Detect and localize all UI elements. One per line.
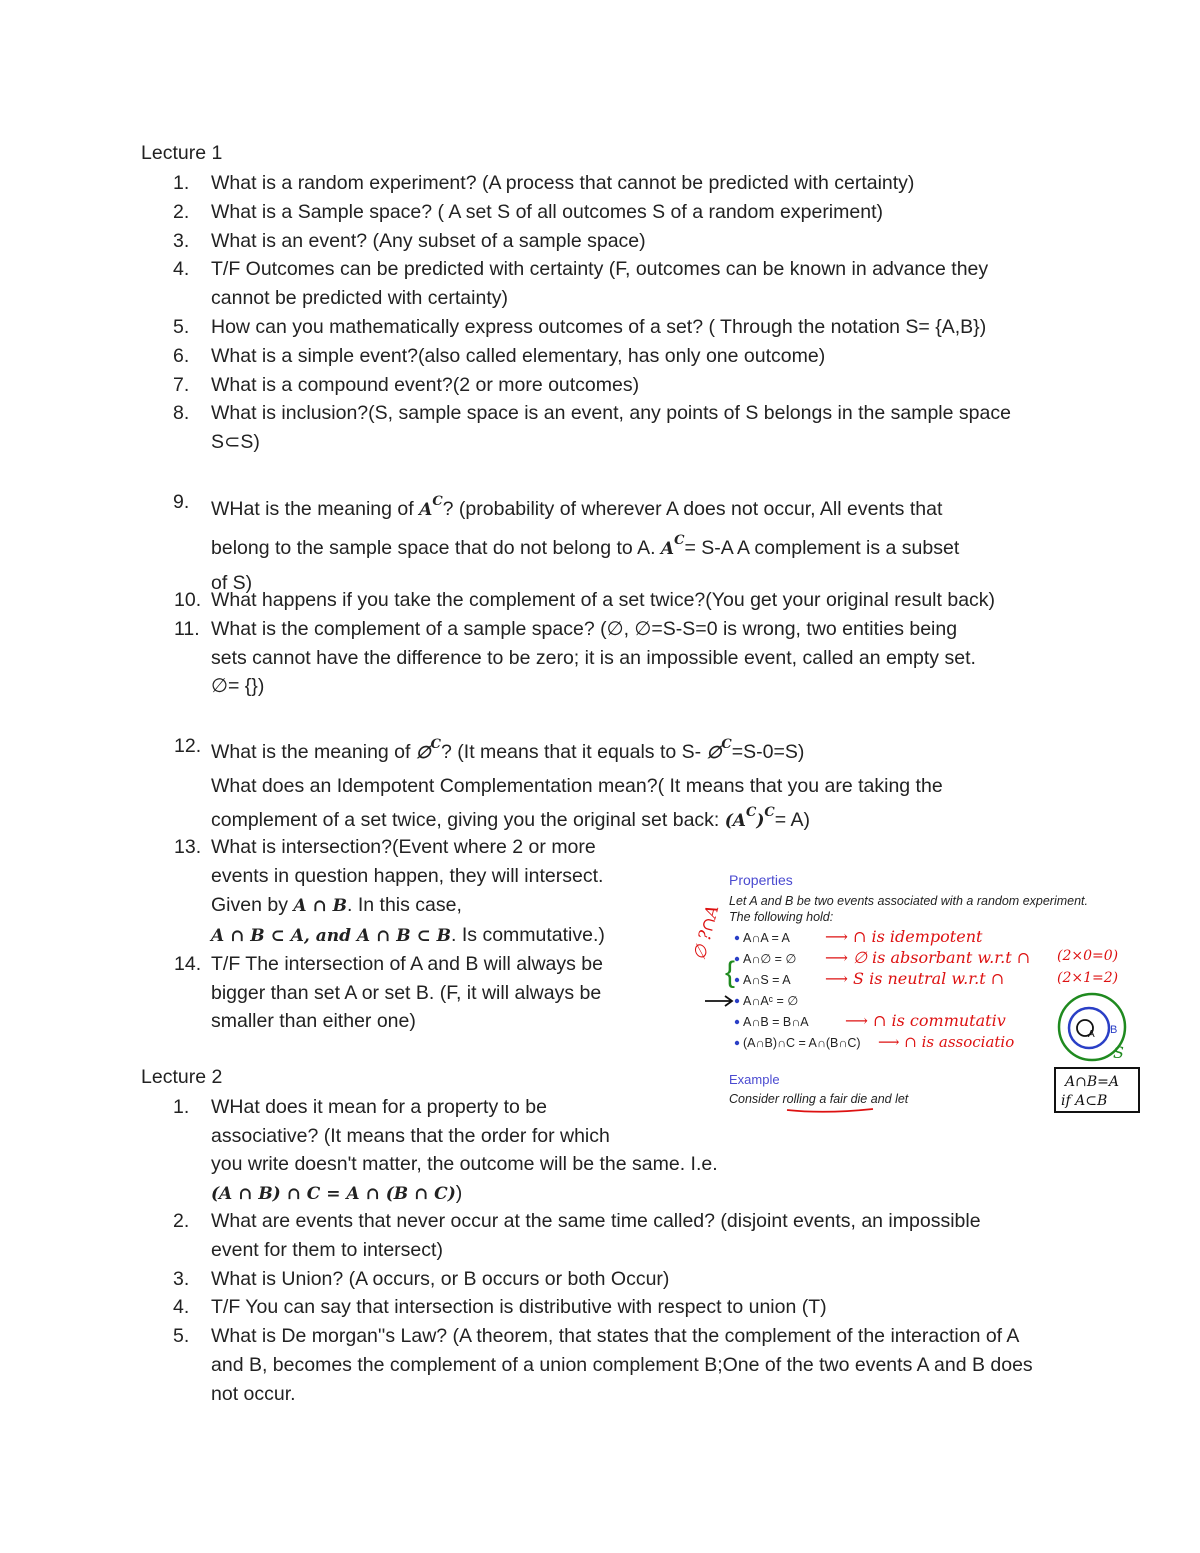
- list-item: 9. WHat is the meaning of $A^C$? (probability of wherever A does not occur, All events that belong to the sample space that do not belong to A. $A^C= S-A$ A complement is a subset of S): [173, 491, 960, 594]
- note-commutative: ⟶ ∩ is commutativ: [845, 1011, 1006, 1030]
- bullet-icon: [735, 1020, 739, 1024]
- list-item: 1. What is a random experiment? (A process that cannot be predicted with certainty): [173, 172, 915, 194]
- list-item: 4. T/F You can say that intersection is distributive with respect to union (T): [173, 1296, 827, 1319]
- list-item: 2. What are events that never occur at the same time called? (disjoint events, an impossible event for them to intersect): [173, 1210, 981, 1261]
- list-item: 2. What is a Sample space? ( A set S of all outcomes S of a random experiment): [173, 200, 883, 223]
- side-note-1: (2×0=0): [1057, 948, 1119, 964]
- list-item: 4. T/F Outcomes can be predicted with certainty (F, outcomes can be known in advance they cannot be predicted with certainty): [173, 258, 989, 310]
- list-item: 8. What is inclusion?(S, sample space is an event, any points of S belongs in the sample space S⊂S): [173, 402, 1011, 454]
- boxed-note-1: A∩B=A: [1065, 1074, 1119, 1090]
- list-item: 3. What is Union? (A occurs, or B occurs or both Occur): [173, 1267, 670, 1290]
- intro-text: Let A and B be two events associated with a random experiment.: [729, 894, 1088, 908]
- note-idempotent: ⟶ ∩ is idempotent: [825, 927, 983, 946]
- bullet-icons: [735, 936, 739, 1045]
- list-item: 14. T/F The intersection of A and B will always be bigger than set A or set B. (F, it will always be smaller than either one): [174, 953, 603, 1032]
- prop-3: A∩S = A: [743, 973, 791, 987]
- list-item: 7. What is a compound event?(2 or more outcomes): [173, 373, 640, 396]
- list-item: 6. What is a simple event?(also called elementary, has only one outcome): [173, 344, 826, 367]
- lecture-1-questions: [141, 169, 1041, 457]
- bullet-icon: [735, 999, 739, 1003]
- note-neutral: ⟶ S is neutral w.r.t ∩: [825, 969, 1005, 988]
- side-note-2: (2×1=2): [1057, 970, 1119, 986]
- list-item: 5. How can you mathematically express outcomes of a set? ( Through the notation S= {A,B}): [173, 315, 987, 338]
- set-b-circle: [1069, 1008, 1109, 1048]
- bullet-icon: [735, 1041, 739, 1045]
- list-item: 1. WHat does it mean for a property to be associative? (It means that the order for which you write doesn't matter, the outcome will be the same. I.e. (A ∩ B) ∩ C = A ∩ (B ∩ C)): [173, 1096, 718, 1204]
- margin-note: ∅ ?∩A: [689, 903, 724, 963]
- label-a: A: [1088, 1029, 1095, 1040]
- lecture-2-title: Lecture 2: [141, 1066, 223, 1088]
- label-s: S: [1113, 1043, 1124, 1062]
- boxed-note-2: if A⊂B: [1061, 1093, 1108, 1109]
- bullet-icon: [735, 978, 739, 982]
- label-b: B: [1110, 1024, 1118, 1036]
- prop-6: (A∩B)∩C = A∩(B∩C): [743, 1036, 861, 1050]
- list-item: 3. What is an event? (Any subset of a sample space): [173, 229, 646, 252]
- properties-heading: Properties: [729, 872, 793, 888]
- arrow-icon: [705, 996, 732, 1006]
- bullet-icon: [735, 957, 739, 961]
- list-item: 11. What is the complement of a sample space? (∅, ∅=S-S=0 is wrong, two entities being sets cannot have the difference to be zero; it is an impossible event, called an empty set. ∅= {}): [174, 617, 976, 698]
- note-absorbant: ⟶ ∅ is absorbant w.r.t ∩: [825, 948, 1031, 967]
- lecture-1-title: Lecture 1: [141, 142, 223, 164]
- list-item: 10. What happens if you take the complement of a set twice?(You get your original result back): [174, 589, 996, 611]
- brace-icon: {: [725, 956, 736, 989]
- list-item: 13. What is intersection?(Event where 2 or more events in question happen, they will intersect. Given by A ∩ B. In this case, A ∩ B ⊂ A, and A ∩ B ⊂ B. Is commutative.): [174, 836, 605, 946]
- prop-5: A∩B = B∩A: [743, 1015, 809, 1029]
- note-associative: ⟶ ∩ is associatio: [878, 1033, 1015, 1051]
- prop-2: A∩∅ = ∅: [743, 952, 797, 966]
- following-text: The following hold:: [729, 910, 834, 924]
- prop-4: A∩Aᶜ = ∅: [743, 994, 799, 1008]
- lecture-2-questions: [141, 1207, 1041, 1409]
- properties-figure: [689, 862, 1155, 1127]
- list-item: 5. What is De morgan''s Law? (A theorem, that states that the complement of the interaction of A and B, becomes the complement of a union complement B;One of the two events A and B does not occur.: [173, 1325, 1033, 1405]
- prop-1: A∩A = A: [743, 931, 790, 945]
- example-heading: Example: [729, 1072, 780, 1087]
- lecture-1-questions-cont: [141, 586, 1041, 701]
- list-item: 12. What is the meaning of ∅$^C$? (It means that it equals to S- ∅$^C$=S-0=S) What does an Idempotent Complementation mean?( It means that you are taking the complement of a set twice, giving you the original set back: $(A^C)^C= A$): [174, 735, 943, 831]
- example-text: Consider rolling a fair die and let: [729, 1092, 909, 1106]
- bullet-icon: [735, 936, 739, 940]
